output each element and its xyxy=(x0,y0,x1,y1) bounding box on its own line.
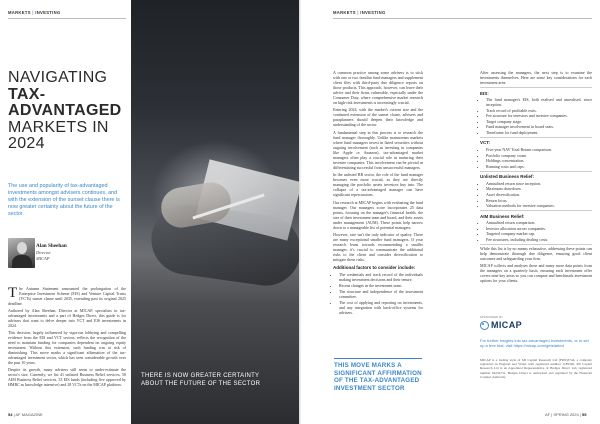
body-paragraph: A common practice among some advisers is to stick with one or two familiar fund managers and supplement client files with third-party due diligence reports on those products. This approach, however, can leave their advice and their firms vulnerable, especially under the Consumer Duty, where comprehensive market research on high-risk investments is increasingly crucial. xyxy=(333,70,423,105)
list-item: • Fee structures, including dealing costs. xyxy=(486,237,592,242)
list-item: • Valuation methods for investee companies. xyxy=(486,203,592,208)
left-top-rule xyxy=(8,18,126,19)
list-item: • Investor allocation across companies. xyxy=(486,226,592,231)
section-label: MARKETS xyxy=(8,10,31,15)
headline-line: NAVIGATING xyxy=(8,69,108,86)
body-paragraph: MICAP collects and analyses these and many more data points from the managers on a quarterly basis, ensuring each investment offer covers nine key areas so you can compare and benchmark investment options for your clients. xyxy=(480,263,592,284)
left-body-text xyxy=(8,286,126,389)
list-item: • Holdings concentration. xyxy=(486,158,592,163)
list-item: • Portfolio company count. xyxy=(486,153,592,158)
body-paragraph: This decision, largely influenced by vigorous lobbying and compelling evidence from the EIS and VCT sectors, reflects the recognition of the need to maintain funding for companies dependent on ongoing equity investment. Without this extension, such funding was at risk of diminishing. This move marks a significant affirmation of the tax-advantaged investment sector, which has seen considerable growth over the past 10 years. xyxy=(8,330,126,365)
body-paragraph: However, size isn't the only indicator of quality. There are many exceptional smaller fund managers. If your research leans towards recommending a smaller manager, it's crucial to communicate the additional risks to the client and consider diversification to mitigate these risks. xyxy=(333,231,423,262)
author-role: Director xyxy=(36,250,51,255)
sponsor-label: SPONSORED BY xyxy=(480,316,504,319)
left-footer xyxy=(8,412,43,417)
right-column-1 xyxy=(333,70,423,316)
body-paragraph: A fundamental step in this process is to research the fund manager thoroughly. Unlike mainstream markets where fund managers invest in listed securities without ongoing involvement (such as investing in companies like Apple or Amazon), tax-advantaged market managers often play a crucial role in nurturing their investee companies. This involvement can be pivotal in differentiating successful from unsuccessful managers. xyxy=(333,129,423,170)
page-number: 55 xyxy=(582,412,587,417)
vct-list xyxy=(480,147,592,169)
publication-name: | AF MAGAZINE xyxy=(13,412,43,417)
section-label: MARKETS xyxy=(333,10,356,15)
factors-heading: Additional factors to consider include: xyxy=(333,264,416,270)
right-section-tag xyxy=(333,10,386,15)
body-paragraph: Despite its growth, many advisers still seem to under-estimate the sector's size. Currently, we list 41 unlisted Business Relief services, 50 AIM Business Relief services, 33 EIS funds (including five approved by HMRC as knowledge intensive) and 28 VCTs on the MICAP platform. xyxy=(8,367,126,387)
promo-text: For further insights into tax-advantaged investments, or to set up a free trial, visit https://micap.com/getstarted xyxy=(480,338,589,348)
section-separator: | xyxy=(357,10,359,15)
headline-line-bold: ADVANTAGED xyxy=(8,102,122,119)
section-topic: INVESTING xyxy=(35,10,61,15)
micap-logo xyxy=(480,316,530,336)
standfirst: The use and popularity of tax-advantaged investments amongst advisers continues, and with the extension of the sunset clause there is now greater certainty about the future of the sector. xyxy=(8,183,120,217)
body-paragraph: he Autumn Statement announced the prolongation of the Enterprise Investment Scheme (EIS) and Venture Capital Trusts (VCTs) sunset clause until 2035, extending past its original 2025 deadline. xyxy=(8,286,126,306)
article-photo xyxy=(131,0,299,424)
body-paragraph: Authored by Alan Sheehan, Director at MICAP, specialists in tax-advantaged investments and a part of Hedges Direct, this guide is for advisers that want to delve deeper into VCT and EIS investments in 2024. xyxy=(8,308,126,328)
headline-line: MARKETS IN xyxy=(8,118,109,136)
author-company: MICAP xyxy=(36,256,50,261)
section-separator: | xyxy=(32,10,34,15)
factors-list xyxy=(333,272,423,315)
eis-list xyxy=(480,97,592,135)
aim-heading: AIM Business Relief: xyxy=(480,213,525,219)
ubr-heading: Unlisted Business Relief: xyxy=(480,174,535,180)
eis-heading: EIS: xyxy=(480,90,489,96)
headline-line: 2024 xyxy=(8,135,45,152)
list-item: • Five-year NAV Total Return comparison. xyxy=(486,147,592,152)
list-item: • The cost of applying and reporting on investments, and any integration with back-office systems for advisers. xyxy=(339,300,423,315)
drop-cap: T xyxy=(8,285,18,301)
headline-line-bold: TAX- xyxy=(8,85,46,103)
author-name: Alan Sheehan xyxy=(36,243,67,249)
body-paragraph: While this list is by no means exhaustive, addressing these points can help demonstrate thorough due diligence, ensuring good client outcomes and safeguarding your firm. xyxy=(480,246,592,262)
list-item: • Targeted company market cap. xyxy=(486,231,592,236)
right-footer xyxy=(545,412,586,417)
right-top-rule xyxy=(333,18,592,19)
list-item: • Fund manager involvement in board seats. xyxy=(486,124,592,129)
page-gutter xyxy=(299,0,301,424)
list-item: • Maximum drawdown. xyxy=(486,186,592,191)
page-number: 54 xyxy=(8,412,13,417)
author-photo xyxy=(8,238,35,268)
list-item: • Track record of profitable exits. xyxy=(486,108,592,113)
list-item: • Annualised return comparison. xyxy=(486,220,592,225)
right-column-2 xyxy=(480,70,592,285)
aim-list xyxy=(480,220,592,242)
pull-quote: THIS MOVE MARKS A SIGNIFICANT AFFIRMATION OF THE TAX-ADVANTAGED INVESTMENT SECTOR xyxy=(334,362,422,392)
list-item: • Return focus. xyxy=(486,198,592,203)
list-item: • Fee structure for investors and investee companies. xyxy=(486,113,592,118)
list-item: • The structure and independence of the investment committee. xyxy=(339,289,423,299)
list-item: • Target company stage. xyxy=(486,119,592,124)
publication-name: AF | SPRING 2024 | xyxy=(545,412,581,417)
section-topic: INVESTING xyxy=(360,10,386,15)
photo-pull-quote: THERE IS NOW GREATER CERTAINTY ABOUT THE FUTURE OF THE SECTOR xyxy=(141,373,261,387)
body-paragraph: In the unlisted BR sector, the role of the fund manager becomes even more crucial, as they are directly managing the portfolio assets investors buy into. The collapse of a tax-advantaged manager can have significant repercussions. xyxy=(333,172,423,198)
list-item: • Timeframe for fund deployment. xyxy=(486,130,592,135)
vct-heading: VCT: xyxy=(480,140,490,146)
list-item: • Annualised return since inception. xyxy=(486,181,592,186)
body-paragraph: Entering 2024, with the market's current size and the continued extension of the sunset clause, advisers and paraplanners should deepen their knowledge and understanding of the sector. xyxy=(333,107,423,128)
article-headline xyxy=(8,70,128,153)
body-paragraph: After assessing the managers, the next step is to examine the investments themselves. Here are some key considerations for each investment area: xyxy=(480,70,592,85)
logo-wordmark: MICAP xyxy=(491,320,522,330)
pull-quote-rule xyxy=(334,358,422,359)
list-item: • Running costs and caps. xyxy=(486,164,592,169)
logo-icon xyxy=(480,321,489,330)
list-item: • The fund manager's EIS, both realised and unrealised, since inception. xyxy=(486,97,592,107)
list-item: • Recent changes in the investment team. xyxy=(339,283,423,288)
disclaimer: MICAP is a trading style of MI Capital Research Ltd (FRN)3744, a company registered in England and Wales with registered number 1189300. MI Capital Research Ltd is an Appointed Representative of Hedges Direct Ltd, registered number 04234731. Hedges Direct is authorised and regulated by the Financial Conduct Authority. xyxy=(480,358,592,379)
list-item: • Asset diversification. xyxy=(486,192,592,197)
list-item: • The credentials and track record of the individuals making investment decisions and their tenure. xyxy=(339,272,423,282)
left-section-tag xyxy=(8,10,61,15)
body-paragraph: Our research at MICAP begins with evaluating the fund manager. Our managers score incorporates 25 data points, focusing on the manager's financial health, the size of their investment team and board, and their assets under management (AUM). These points help narrow down to a manageable list of potential managers. xyxy=(333,199,423,230)
ubr-list xyxy=(480,181,592,208)
